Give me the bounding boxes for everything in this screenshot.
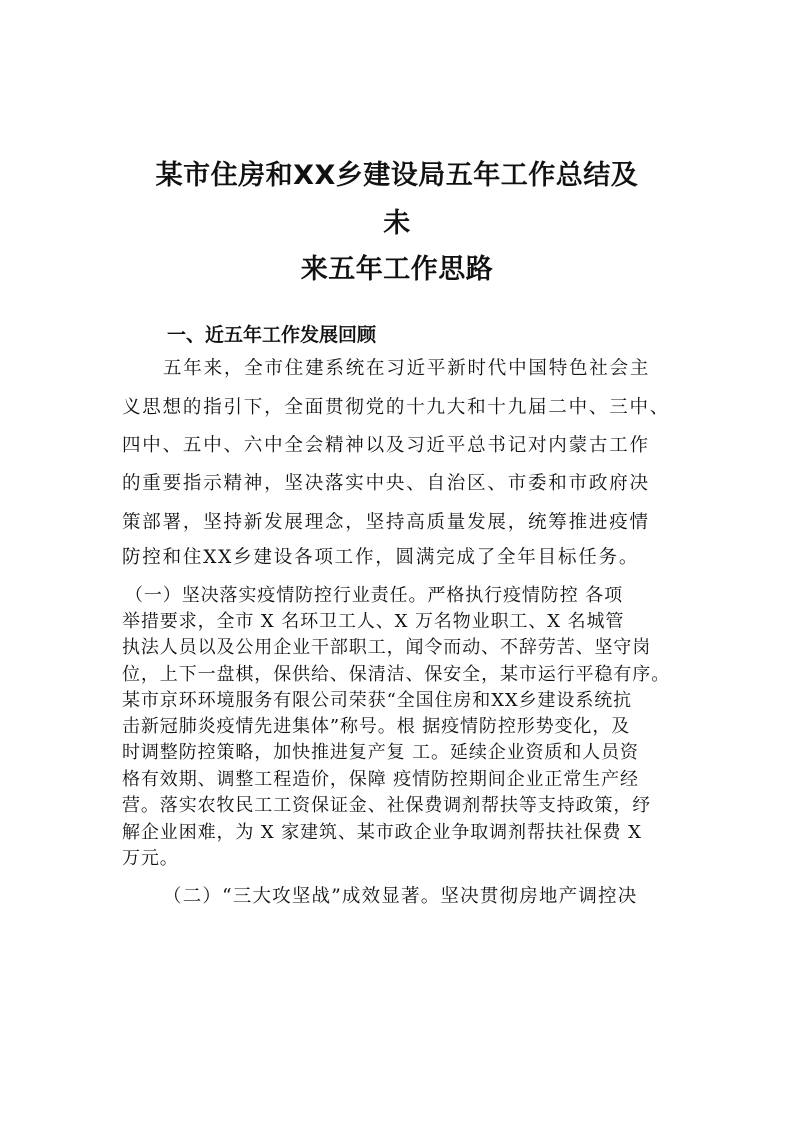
paragraph-line: 解企业困难，为 X 家建筑、某市政企业争取调剂帮扶社保费 X <box>122 822 642 843</box>
title-line-1: 某市住房和XX乡建设局五年工作总结及 <box>155 160 639 191</box>
paragraph-line: 位，上下一盘棋，保供给、保清洁、保安全，某市运行平稳有序。 <box>122 664 671 685</box>
paragraph-line: 时调整防控策略，加快推进复产复 工。延续企业资质和人员资 <box>122 742 639 763</box>
paragraph-line: 的重要指示精神，坚决落实中央、自治区、市委和市政府决 <box>122 473 650 494</box>
title-line-3: 来五年工作思路 <box>300 254 494 285</box>
paragraph-line: 执法人员以及公用企业干部职工，闻令而动、不辞劳苦、坚守岗 <box>122 637 652 658</box>
paragraph-line: （一）坚决落实疫情防控行业责任。严格执行疫情防控 各项 <box>125 585 624 606</box>
paragraph-line: 营。落实农牧民工工资保证金、社保费调剂帮扶等支持政策，纾 <box>122 795 652 816</box>
paragraph-line: 防控和住XX乡建设各项工作，圆满完成了全年目标任务。 <box>122 547 640 568</box>
title-line-2: 未 <box>383 208 411 239</box>
paragraph-line: 格有效期、调整工程造价，保障 疫情防控期间企业正常生产经 <box>122 769 639 790</box>
paragraph-line: 策部署，坚持新发展理念，坚持高质量发展，统筹推进疫情 <box>122 512 650 533</box>
paragraph-line: 击新冠肺炎疫情先进集体”称号。根 据疫情防控形势变化，及 <box>122 716 631 737</box>
paragraph-line: 某市京环环境服务有限公司荣获“全国住房和XX乡建设系统抗 <box>122 690 633 711</box>
paragraph-line: 举措要求，全市 X 名环卫工人、X 万名物业职工、X 名城管 <box>122 611 625 632</box>
paragraph-line: 五年来，全市住建系统在习近平新时代中国特色社会主 <box>163 358 651 379</box>
paragraph-line: 万元。 <box>122 848 179 869</box>
paragraph-line: 义思想的指引下，全面贯彻党的十九大和十九届二中、三中、 <box>122 397 671 418</box>
paragraph-line: 四中、五中、六中全会精神以及习近平总书记对内蒙古工作 <box>122 435 650 456</box>
paragraph-line: （二）“三大攻坚战”成效显著。坚决贯彻房地产调控决 <box>163 886 638 907</box>
section-heading: 一、近五年工作发展回顾 <box>167 324 377 346</box>
